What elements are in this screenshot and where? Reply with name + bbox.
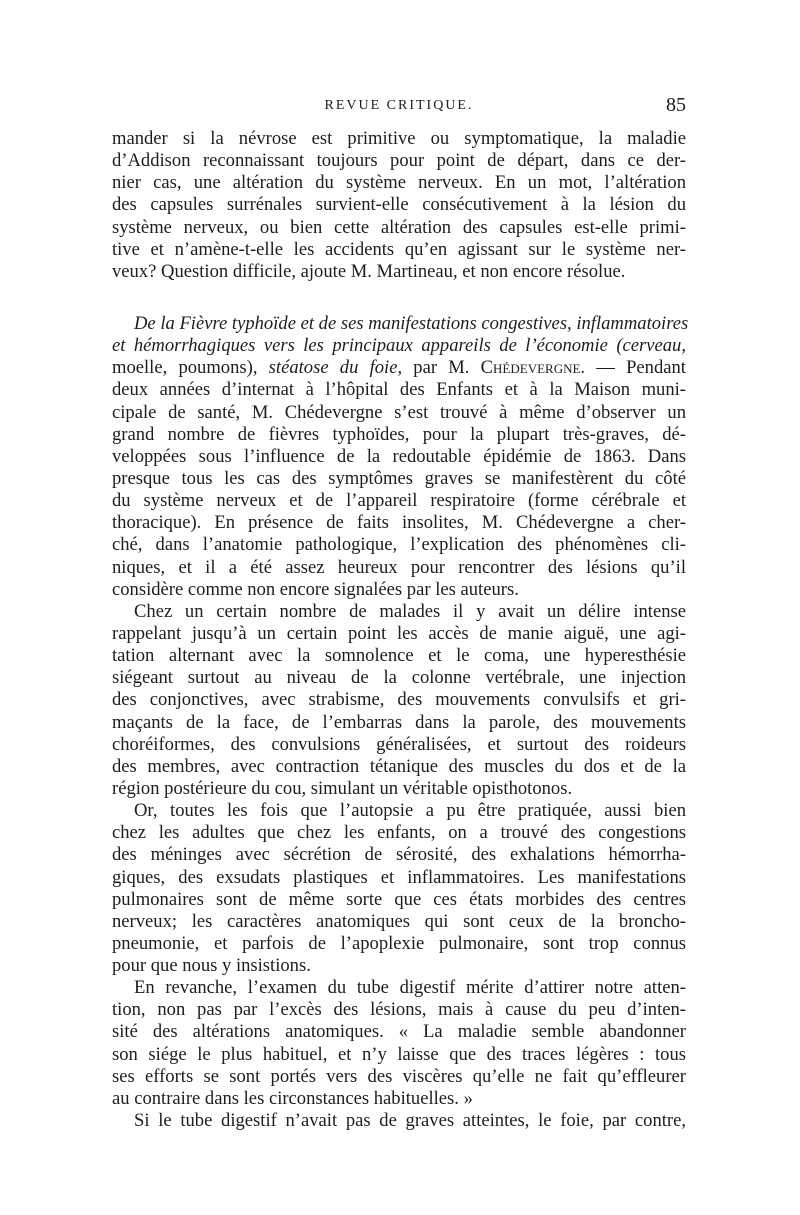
article-title-part: et hémorrhagiques vers les principaux appareils de l’économie (cerveau, bbox=[112, 335, 686, 357]
paragraph-5 bbox=[112, 977, 686, 1110]
text-line: rappelant jusqu’à un certain point les accès de manie aiguë, une agi- bbox=[112, 622, 686, 644]
citation-text: . — Pendant bbox=[580, 357, 686, 379]
page-header bbox=[112, 94, 686, 124]
text-line: chez les adultes que chez les enfants, on a trouvé des congestions bbox=[112, 822, 686, 844]
article-citation-line bbox=[112, 357, 686, 379]
text-line: région postérieure du cou, simulant un véritable opisthotonos. bbox=[112, 777, 573, 799]
text-line: des conjonctives, avec strabisme, des mouvements convulsifs et gri- bbox=[112, 689, 686, 711]
article-title-line bbox=[112, 312, 689, 335]
text-line: ché, dans l’anatomie pathologique, l’explication des phénomènes cli- bbox=[112, 534, 686, 556]
text-line: au contraire dans les circonstances habituelles. » bbox=[112, 1087, 473, 1109]
text-line: nerveux; les caractères anatomiques qui sont ceux de la broncho- bbox=[112, 910, 686, 932]
text-line: tive et n’amène-t-elle les accidents qu’en agissant sur le système ner- bbox=[112, 238, 686, 260]
text-line: siégeant surtout au niveau de la colonne vertébrale, une injection bbox=[112, 667, 686, 689]
text-line: pulmonaires sont de même sorte que ces états morbides des centres bbox=[112, 888, 686, 910]
text-line: système nerveux, ou bien cette altération des capsules est-elle primi- bbox=[112, 216, 686, 238]
body-text bbox=[112, 128, 689, 1132]
text-line: veloppées sous l’influence de la redoutable épidémie de 1863. Dans bbox=[112, 445, 686, 467]
text-line: des méninges avec sécrétion de sérosité, des exhalations hémorrha- bbox=[112, 844, 686, 866]
section-gap bbox=[112, 283, 686, 313]
text-line: considère comme non encore signalées par les auteurs. bbox=[112, 578, 519, 600]
text-line: deux années d’internat à l’hôpital des Enfants et à la Maison muni- bbox=[112, 379, 686, 401]
text-line: d’Addison reconnaissant toujours pour point de départ, dans ce der- bbox=[112, 150, 686, 172]
running-title: REVUE CRITIQUE. bbox=[324, 98, 474, 113]
text-line: thoracique). En présence de faits insolites, M. Chédevergne a cher- bbox=[112, 512, 686, 534]
text-line: Chez un certain nombre de malades il y avait un délire intense bbox=[134, 600, 686, 622]
text-line: giques, des exsudats plastiques et inflammatoires. Les manifestations bbox=[112, 866, 686, 888]
text-line: mander si la névrose est primitive ou symptomatique, la maladie bbox=[112, 128, 686, 149]
citation-text: moelle, poumons), bbox=[112, 357, 269, 379]
citation-text: , par M. bbox=[397, 357, 481, 379]
author-name: Chédevergne bbox=[480, 357, 581, 379]
text-line: des membres, avec contraction tétanique des muscles du dos et de la bbox=[112, 755, 686, 777]
text-line: choréiformes, des convulsions généralisées, et surtout des roideurs bbox=[112, 733, 686, 755]
text-line: sité des altérations anatomiques. « La maladie semble abandonner bbox=[112, 1021, 686, 1043]
text-line: niques, et il a été assez heureux pour rencontrer des lésions qu’il bbox=[112, 556, 686, 578]
text-line: En revanche, l’examen du tube digestif mérite d’attirer notre atten- bbox=[134, 977, 686, 999]
text-line: ses efforts se sont portés vers des viscères qu’elle ne fait qu’effleurer bbox=[112, 1065, 686, 1087]
text-line: Si le tube digestif n’avait pas de graves atteintes, le foie, par contre, bbox=[134, 1110, 686, 1132]
text-line: maçants de la face, de l’embarras dans la parole, des mouvements bbox=[112, 711, 686, 733]
text-line: pour que nous y insistions. bbox=[112, 955, 311, 977]
text-line: tion, non pas par l’excès des lésions, mais à cause du peu d’inten- bbox=[112, 999, 686, 1021]
citation-subtitle: stéatose du foie bbox=[268, 357, 398, 379]
page-number: 85 bbox=[666, 94, 686, 116]
text-line: son siége le plus habituel, et n’y laisse que des traces légères : tous bbox=[112, 1043, 686, 1065]
paragraph-1 bbox=[112, 128, 686, 283]
text-line: des capsules surrénales survient-elle consécutivement à la lésion du bbox=[112, 194, 686, 216]
article-title-line bbox=[112, 335, 686, 357]
paragraph-2 bbox=[112, 312, 689, 601]
text-line: tation alternant avec la somnolence et le coma, une hyperesthésie bbox=[112, 645, 686, 667]
text-line: du système nerveux et de l’appareil respiratoire (forme cérébrale et bbox=[112, 490, 686, 512]
text-line: cipale de santé, M. Chédevergne s’est trouvé à même d’observer un bbox=[112, 401, 686, 423]
text-line: grand nombre de fièvres typhoïdes, pour la plupart très-graves, dé- bbox=[112, 423, 686, 445]
paragraph-6 bbox=[112, 1110, 686, 1132]
paragraph-3 bbox=[112, 601, 686, 800]
paragraph-4 bbox=[112, 800, 686, 977]
text-line: veux? Question difficile, ajoute M. Martineau, et non encore résolue. bbox=[112, 260, 626, 282]
text-line: nier cas, une altération du système nerveux. En un mot, l’altération bbox=[112, 172, 686, 194]
article-title-part: De la Fièvre typhoïde et de ses manifestations congestives, inflammatoires bbox=[134, 312, 689, 334]
text-line: pneumonie, et parfois de l’apoplexie pulmonaire, sont trop connus bbox=[112, 932, 686, 954]
text-line: Or, toutes les fois que l’autopsie a pu être pratiquée, aussi bien bbox=[134, 800, 686, 822]
text-line: presque tous les cas des symptômes graves se manifestèrent du côté bbox=[112, 467, 686, 489]
